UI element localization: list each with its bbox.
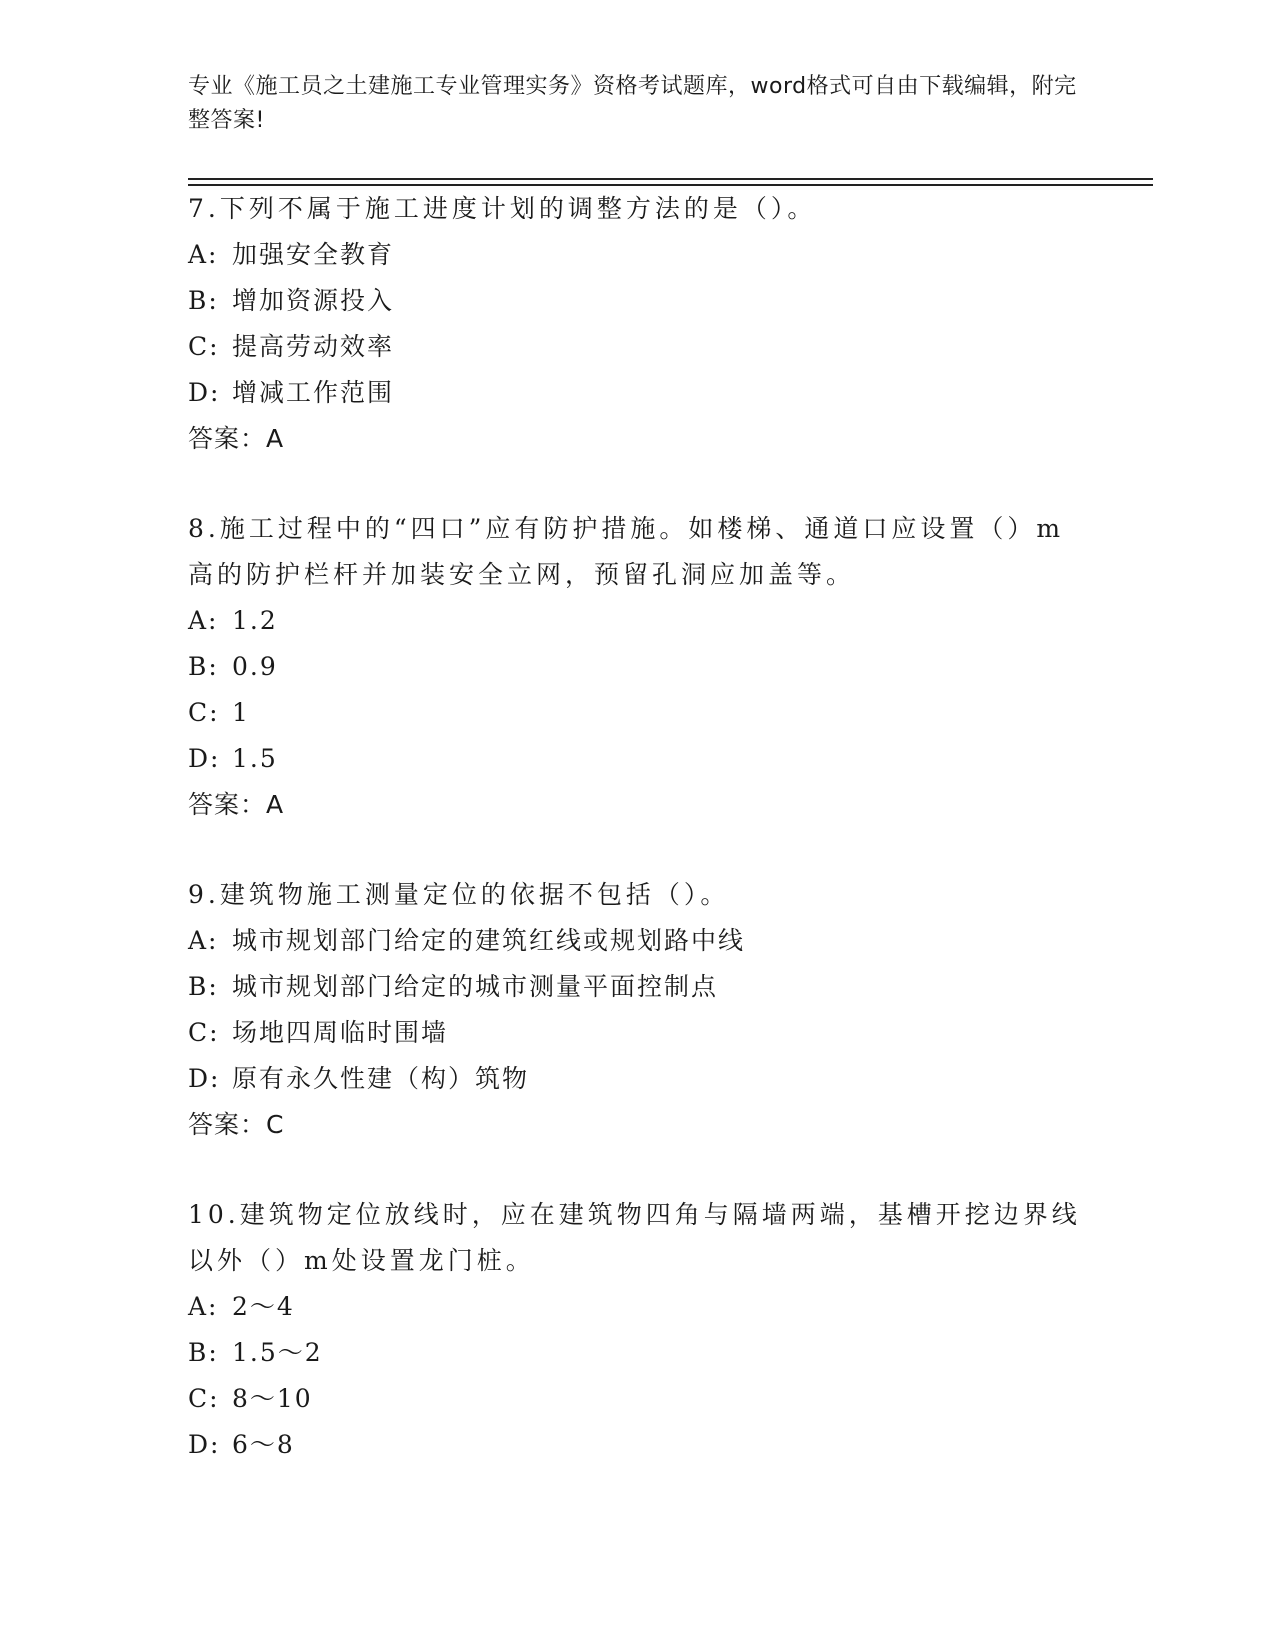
- option-text: 6～8: [232, 1430, 295, 1459]
- option-text: 1.5: [232, 744, 278, 773]
- option-c: [188, 1010, 1088, 1056]
- option-text: 增减工作范围: [232, 378, 395, 407]
- option-letter: A:: [188, 1292, 219, 1321]
- option-text: 场地四周临时围墙: [232, 1018, 449, 1047]
- answer-line: 答案：A: [188, 790, 285, 819]
- question-text: 7.下列不属于施工进度计划的调整方法的是（）。: [188, 194, 817, 223]
- header-rule-top: [188, 178, 1153, 180]
- option-d: [188, 736, 1088, 782]
- option-text: 8～10: [232, 1384, 313, 1413]
- option-text: 1.5～2: [232, 1338, 323, 1367]
- option-letter: D:: [188, 744, 221, 773]
- question-list: [188, 186, 1088, 1468]
- option-letter: B:: [188, 652, 219, 681]
- question-text: 8.施工过程中的“四口”应有防护措施。如楼梯、通道口应设置（）m高的防护栏杆并加装安全立网，预留孔洞应加盖等。: [188, 514, 1065, 589]
- option-a: [188, 232, 1088, 278]
- question-gap: [188, 1148, 1088, 1192]
- option-b: [188, 1330, 1088, 1376]
- option-text: 原有永久性建（构）筑物: [232, 1064, 530, 1093]
- question-8: [188, 506, 1088, 828]
- question-gap: [188, 828, 1088, 872]
- option-d: [188, 1422, 1088, 1468]
- question-9: [188, 872, 1088, 1148]
- option-letter: B:: [188, 972, 219, 1001]
- option-d: [188, 1056, 1088, 1102]
- answer-line: 答案：C: [188, 1110, 285, 1139]
- option-b: [188, 964, 1088, 1010]
- option-text: 1.2: [232, 606, 278, 635]
- option-b: [188, 278, 1088, 324]
- option-letter: D:: [188, 1064, 221, 1093]
- option-a: [188, 598, 1088, 644]
- option-letter: A:: [188, 926, 219, 955]
- option-text: 提高劳动效率: [232, 332, 395, 361]
- question-7: [188, 186, 1088, 462]
- option-letter: B:: [188, 1338, 219, 1367]
- option-c: [188, 690, 1088, 736]
- question-text: 9.建筑物施工测量定位的依据不包括（）。: [188, 880, 730, 909]
- option-letter: C:: [188, 698, 220, 727]
- option-text: 城市规划部门给定的建筑红线或规划路中线: [232, 926, 746, 955]
- option-text: 0.9: [232, 652, 278, 681]
- option-text: 2～4: [232, 1292, 295, 1321]
- option-a: [188, 1284, 1088, 1330]
- option-c: [188, 324, 1088, 370]
- option-c: [188, 1376, 1088, 1422]
- option-letter: A:: [188, 606, 219, 635]
- option-letter: C:: [188, 1018, 220, 1047]
- question-text: 10.建筑物定位放线时，应在建筑物四角与隔墙两端，基槽开挖边界线以外（）m处设置龙门桩。: [188, 1200, 1081, 1275]
- option-text: 1: [232, 698, 250, 727]
- document-header: [188, 70, 1088, 138]
- option-letter: D:: [188, 378, 221, 407]
- option-letter: B:: [188, 286, 219, 315]
- option-d: [188, 370, 1088, 416]
- option-text: 加强安全教育: [232, 240, 395, 269]
- option-text: 增加资源投入: [232, 286, 395, 315]
- option-letter: A:: [188, 240, 219, 269]
- question-gap: [188, 462, 1088, 506]
- question-10: [188, 1192, 1088, 1468]
- header-title: 专业《施工员之土建施工专业管理实务》资格考试题库，word格式可自由下载编辑，附完整答案!: [188, 74, 1077, 133]
- option-letter: C:: [188, 332, 220, 361]
- answer-line: 答案：A: [188, 424, 285, 453]
- option-letter: D:: [188, 1430, 221, 1459]
- option-letter: C:: [188, 1384, 220, 1413]
- option-b: [188, 644, 1088, 690]
- option-text: 城市规划部门给定的城市测量平面控制点: [232, 972, 719, 1001]
- option-a: [188, 918, 1088, 964]
